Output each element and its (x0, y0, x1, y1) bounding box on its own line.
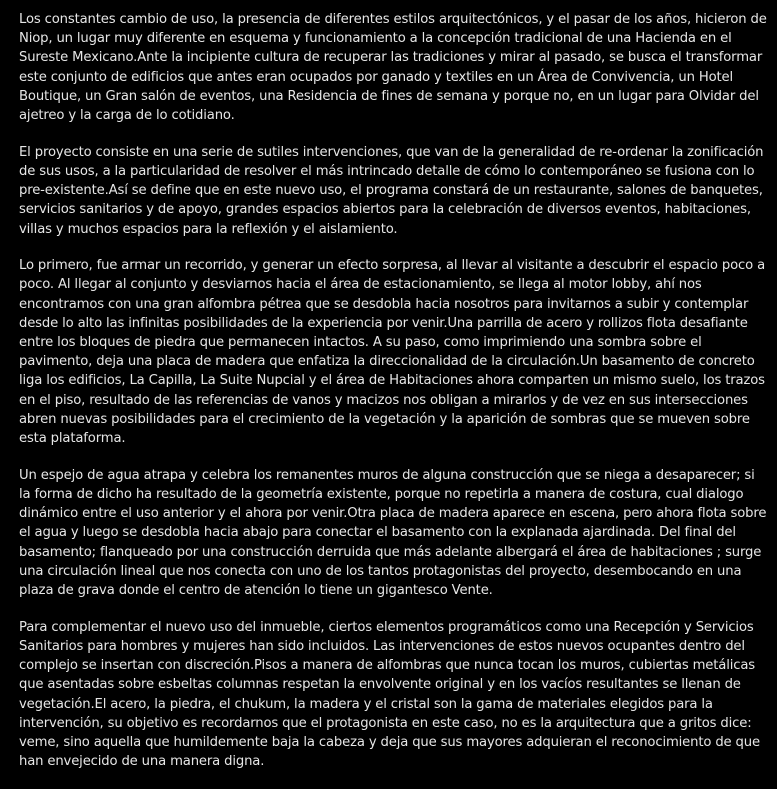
document-body (19, 10, 767, 789)
paragraph-5: Para complementar el nuevo uso del inmueble, ciertos elementos programáticos como una Recepción y Servicios Sanitarios para hombres y mujeres han sido incluidos. Las intervenciones de estos nuevos ocupantes dentro del complejo se insertan con discreción.Pisos a manera de alfombras que nunca tocan los muros, cubiertas metálicas que asentadas sobre esbeltas columnas respetan la envolvente original y en los vacíos resultantes se llenan de vegetación.El acero, la piedra, el chukum, la madera y el cristal son la gama de materiales elegidos para la intervención, su objetivo es recordarnos que el protagonista en este caso, no es la arquitectura que a gritos dice: veme, sino aquella que humildemente baja la cabeza y deja que sus mayores adquieran el reconocimiento de que han envejecido de una manera digna. (19, 619, 760, 770)
paragraph-1: Los constantes cambio de uso, la presencia de diferentes estilos arquitectónicos, y el pasar de los años, hicieron de Niop, un lugar muy diferente en esquema y funcionamiento a la concepción tradicional de una Hacienda en el Sureste Mexicano.Ante la incipiente cultura de recuperar las tradiciones y mirar al pasado, se busca el transformar este conjunto de edificios que antes eran ocupados por ganado y textiles en un Área de Convivencia, un Hotel Boutique, un Gran salón de eventos, una Residencia de fines de semana y porque no, en un lugar para Olvidar del ajetreo y la carga de lo cotidiano. (19, 12, 767, 124)
paragraph-4: Un espejo de agua atrapa y celebra los remanentes muros de alguna construcción que se niega a desaparecer; si la forma de dicho ha resultado de la geometría existente, porque no repetirla a manera de costura, cual dialogo dinámico entre el uso anterior y el ahora por venir.Otra placa de madera aparece en escena, pero ahora flota sobre el agua y luego se desdobla hacia abajo para conectar el basamento con la explanada ajardinada. Del final del basamento; flanqueado por una construcción derruida que más adelante albergará el área de habitaciones ; surge una circulación lineal que nos conecta con uno de los tantos protagonistas del proyecto, desembocando en una plaza de grava donde el centro de atención lo tiene un gigantesco Vente. (19, 467, 767, 598)
paragraph-3: Lo primero, fue armar un recorrido, y generar un efecto sorpresa, al llevar al visitante a descubrir el espacio poco a poco. Al llegar al conjunto y desviarnos hacia el área de estacionamiento, se llega al motor lobby, ahí nos encontramos con una gran alfombra pétrea que se desdobla hacia nosotros para invitarnos a subir y contemplar desde lo alto las infinitas posibilidades de la experiencia por venir.Una parrilla de acero y rollizos flota desafiante entre los bloques de piedra que permanecen intactos. A su paso, como imprimiendo una sombra sobre el pavimento, deja una placa de madera que enfatiza la direccionalidad de la circulación.Un basamento de concreto liga los edificios, La Capilla, La Suite Nupcial y el área de Habitaciones ahora comparten un mismo suelo, los trazos en el piso, resultado de las referencias de vanos y macizos nos obligan a mirarlos y de vez en sus intersecciones abren nuevas posibilidades para el crecimiento de la vegetación y la aparición de sombras que se mueven sobre esta plataforma. (19, 258, 766, 447)
paragraph-2: El proyecto consiste en una serie de sutiles intervenciones, que van de la generalidad de re-ordenar la zonificación de sus usos, a la particularidad de resolver el más intrincado detalle de cómo lo contemporáneo se fusiona con lo pre-existente.Así se define que en este nuevo uso, el programa constará de un restaurante, salones de banquetes, servicios sanitarios y de apoyo, grandes espacios abiertos para la celebración de diversos eventos, habitaciones, villas y muchos espacios para la reflexión y el aislamiento. (19, 144, 764, 237)
